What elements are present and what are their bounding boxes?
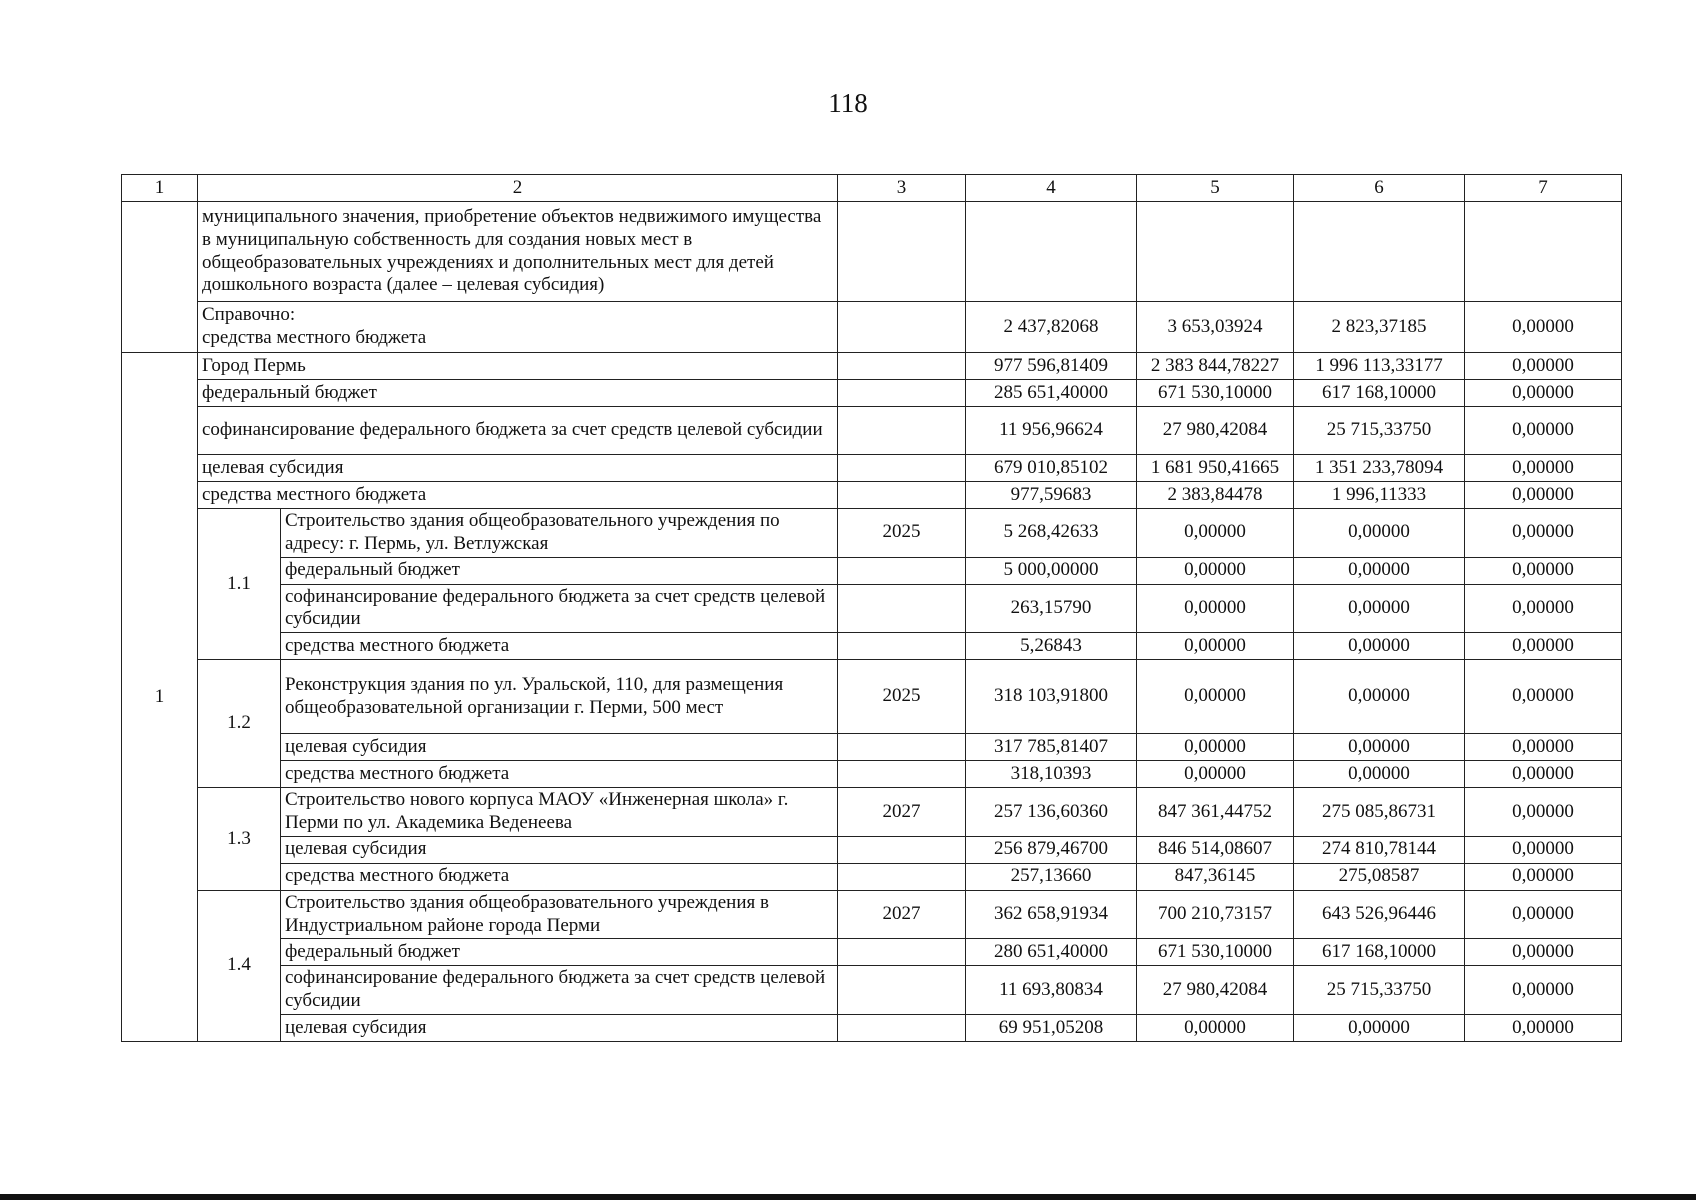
empty-cell bbox=[1465, 202, 1622, 302]
budget-table bbox=[121, 174, 1622, 1042]
amount-cell: 0,00000 bbox=[1465, 509, 1622, 558]
header-col-2: 2 bbox=[198, 175, 838, 202]
amount-cell: 27 980,42084 bbox=[1137, 407, 1294, 455]
table-row bbox=[122, 734, 1622, 761]
amount-cell: 25 715,33750 bbox=[1294, 407, 1465, 455]
year-cell bbox=[838, 407, 966, 455]
row-name: целевая субсидия bbox=[281, 1014, 838, 1041]
empty-cell bbox=[1137, 202, 1294, 302]
amount-cell: 0,00000 bbox=[1294, 509, 1465, 558]
row-name: средства местного бюджета bbox=[281, 633, 838, 660]
header-row bbox=[122, 175, 1622, 202]
amount-cell: 0,00000 bbox=[1465, 836, 1622, 863]
amount-cell: 0,00000 bbox=[1465, 890, 1622, 939]
amount-cell: 2 383,84478 bbox=[1137, 482, 1294, 509]
amount-cell: 257 136,60360 bbox=[966, 788, 1137, 837]
table-row bbox=[122, 455, 1622, 482]
amount-cell: 977,59683 bbox=[966, 482, 1137, 509]
header-col-4: 4 bbox=[966, 175, 1137, 202]
amount-cell: 0,00000 bbox=[1465, 407, 1622, 455]
table-row bbox=[122, 966, 1622, 1015]
amount-cell: 0,00000 bbox=[1465, 557, 1622, 584]
row-name: средства местного бюджета bbox=[198, 482, 838, 509]
table-row bbox=[122, 407, 1622, 455]
year-cell bbox=[838, 633, 966, 660]
page-number: 118 bbox=[828, 88, 868, 118]
table-row bbox=[122, 761, 1622, 788]
reference-value: 2 823,37185 bbox=[1294, 302, 1465, 353]
intro-row bbox=[122, 202, 1622, 302]
table-body bbox=[122, 202, 1622, 1042]
amount-cell: 0,00000 bbox=[1294, 1014, 1465, 1041]
row-name: средства местного бюджета bbox=[281, 863, 838, 890]
header-col-5: 5 bbox=[1137, 175, 1294, 202]
reference-row bbox=[122, 302, 1622, 353]
amount-cell: 317 785,81407 bbox=[966, 734, 1137, 761]
year-cell bbox=[838, 761, 966, 788]
table-row bbox=[122, 557, 1622, 584]
table-row bbox=[122, 836, 1622, 863]
amount-cell: 2 383 844,78227 bbox=[1137, 353, 1294, 380]
amount-cell: 275,08587 bbox=[1294, 863, 1465, 890]
amount-cell: 0,00000 bbox=[1465, 380, 1622, 407]
amount-cell: 0,00000 bbox=[1465, 966, 1622, 1015]
empty-cell bbox=[1294, 202, 1465, 302]
amount-cell: 0,00000 bbox=[1465, 455, 1622, 482]
empty-cell bbox=[838, 302, 966, 353]
amount-cell: 0,00000 bbox=[1465, 482, 1622, 509]
row-name: средства местного бюджета bbox=[281, 761, 838, 788]
year-cell bbox=[838, 1014, 966, 1041]
reference-cell bbox=[198, 302, 838, 353]
intro-text: муниципального значения, приобретение объектов недвижимого имущества в муниципальную собственность для создания новых мест в общеобразовательных учреждениях и дополнительных мест для детей дошкольного возраста (далее – целевая субсидия) bbox=[198, 202, 838, 302]
year-cell bbox=[838, 380, 966, 407]
table-row bbox=[122, 660, 1622, 734]
year-cell bbox=[838, 482, 966, 509]
table-row bbox=[122, 939, 1622, 966]
amount-cell: 617 168,10000 bbox=[1294, 380, 1465, 407]
amount-cell: 0,00000 bbox=[1465, 734, 1622, 761]
amount-cell: 643 526,96446 bbox=[1294, 890, 1465, 939]
amount-cell: 0,00000 bbox=[1465, 761, 1622, 788]
amount-cell: 0,00000 bbox=[1294, 734, 1465, 761]
amount-cell: 0,00000 bbox=[1137, 633, 1294, 660]
reference-value: 3 653,03924 bbox=[1137, 302, 1294, 353]
reference-value: 0,00000 bbox=[1465, 302, 1622, 353]
amount-cell: 0,00000 bbox=[1465, 660, 1622, 734]
amount-cell: 617 168,10000 bbox=[1294, 939, 1465, 966]
amount-cell: 285 651,40000 bbox=[966, 380, 1137, 407]
row-name: Строительство здания общеобразовательного учреждения в Индустриальном районе города Перми bbox=[281, 890, 838, 939]
amount-cell: 671 530,10000 bbox=[1137, 939, 1294, 966]
row-name: Город Пермь bbox=[198, 353, 838, 380]
amount-cell: 671 530,10000 bbox=[1137, 380, 1294, 407]
scan-edge bbox=[0, 1194, 1696, 1200]
amount-cell: 11 693,80834 bbox=[966, 966, 1137, 1015]
year-cell bbox=[838, 966, 966, 1015]
amount-cell: 0,00000 bbox=[1137, 584, 1294, 633]
amount-cell: 0,00000 bbox=[1465, 939, 1622, 966]
year-cell bbox=[838, 455, 966, 482]
empty-cell bbox=[966, 202, 1137, 302]
amount-cell: 0,00000 bbox=[1465, 584, 1622, 633]
amount-cell: 0,00000 bbox=[1465, 863, 1622, 890]
amount-cell: 0,00000 bbox=[1294, 761, 1465, 788]
amount-cell: 847 361,44752 bbox=[1137, 788, 1294, 837]
amount-cell: 274 810,78144 bbox=[1294, 836, 1465, 863]
amount-cell: 1 996 113,33177 bbox=[1294, 353, 1465, 380]
row-name: Строительство нового корпуса МАОУ «Инженерная школа» г. Перми по ул. Академика Веденеева bbox=[281, 788, 838, 837]
amount-cell: 0,00000 bbox=[1465, 788, 1622, 837]
amount-cell: 0,00000 bbox=[1137, 734, 1294, 761]
amount-cell: 0,00000 bbox=[1294, 660, 1465, 734]
header-col-1: 1 bbox=[122, 175, 198, 202]
intro-number-cell bbox=[122, 202, 198, 353]
amount-cell: 27 980,42084 bbox=[1137, 966, 1294, 1015]
year-cell bbox=[838, 557, 966, 584]
amount-cell: 0,00000 bbox=[1465, 633, 1622, 660]
subsection-number: 1.1 bbox=[198, 509, 281, 660]
amount-cell: 362 658,91934 bbox=[966, 890, 1137, 939]
year-cell bbox=[838, 734, 966, 761]
amount-cell: 0,00000 bbox=[1137, 509, 1294, 558]
amount-cell: 5 000,00000 bbox=[966, 557, 1137, 584]
amount-cell: 0,00000 bbox=[1137, 557, 1294, 584]
year-cell bbox=[838, 836, 966, 863]
amount-cell: 1 996,11333 bbox=[1294, 482, 1465, 509]
amount-cell: 700 210,73157 bbox=[1137, 890, 1294, 939]
row-name: целевая субсидия bbox=[198, 455, 838, 482]
amount-cell: 11 956,96624 bbox=[966, 407, 1137, 455]
amount-cell: 25 715,33750 bbox=[1294, 966, 1465, 1015]
row-name: федеральный бюджет bbox=[281, 939, 838, 966]
reference-label: Справочно: bbox=[202, 304, 296, 326]
table-row bbox=[122, 482, 1622, 509]
row-name: федеральный бюджет bbox=[198, 380, 838, 407]
year-cell: 2027 bbox=[838, 788, 966, 837]
amount-cell: 0,00000 bbox=[1137, 660, 1294, 734]
reference-name: средства местного бюджета bbox=[202, 327, 427, 348]
amount-cell: 977 596,81409 bbox=[966, 353, 1137, 380]
year-cell bbox=[838, 939, 966, 966]
row-name: целевая субсидия bbox=[281, 734, 838, 761]
table-row bbox=[122, 863, 1622, 890]
amount-cell: 275 085,86731 bbox=[1294, 788, 1465, 837]
year-cell bbox=[838, 863, 966, 890]
year-cell: 2027 bbox=[838, 890, 966, 939]
amount-cell: 5 268,42633 bbox=[966, 509, 1137, 558]
row-name: софинансирование федерального бюджета за счет средств целевой субсидии bbox=[281, 584, 838, 633]
year-cell: 2025 bbox=[838, 509, 966, 558]
row-name: Строительство здания общеобразовательного учреждения по адресу: г. Пермь, ул. Ветлужская bbox=[281, 509, 838, 558]
header-col-7: 7 bbox=[1465, 175, 1622, 202]
table-row bbox=[122, 1014, 1622, 1041]
year-cell bbox=[838, 584, 966, 633]
amount-cell: 846 514,08607 bbox=[1137, 836, 1294, 863]
table-row bbox=[122, 584, 1622, 633]
reference-value: 2 437,82068 bbox=[966, 302, 1137, 353]
subsection-number: 1.2 bbox=[198, 660, 281, 788]
year-cell bbox=[838, 353, 966, 380]
subsection-number: 1.4 bbox=[198, 890, 281, 1041]
amount-cell: 0,00000 bbox=[1137, 761, 1294, 788]
section-number: 1 bbox=[122, 353, 198, 1042]
table-row bbox=[122, 890, 1622, 939]
amount-cell: 280 651,40000 bbox=[966, 939, 1137, 966]
empty-cell bbox=[838, 202, 966, 302]
amount-cell: 0,00000 bbox=[1294, 557, 1465, 584]
amount-cell: 0,00000 bbox=[1294, 633, 1465, 660]
amount-cell: 0,00000 bbox=[1465, 1014, 1622, 1041]
amount-cell: 5,26843 bbox=[966, 633, 1137, 660]
table-row bbox=[122, 633, 1622, 660]
amount-cell: 0,00000 bbox=[1465, 353, 1622, 380]
row-name: софинансирование федерального бюджета за счет средств целевой субсидии bbox=[281, 966, 838, 1015]
amount-cell: 318,10393 bbox=[966, 761, 1137, 788]
table-row bbox=[122, 353, 1622, 380]
amount-cell: 1 351 233,78094 bbox=[1294, 455, 1465, 482]
table-row bbox=[122, 380, 1622, 407]
subsection-number: 1.3 bbox=[198, 788, 281, 891]
row-name: федеральный бюджет bbox=[281, 557, 838, 584]
amount-cell: 263,15790 bbox=[966, 584, 1137, 633]
row-name: софинансирование федерального бюджета за счет средств целевой субсидии bbox=[198, 407, 838, 455]
header-col-3: 3 bbox=[838, 175, 966, 202]
amount-cell: 256 879,46700 bbox=[966, 836, 1137, 863]
table-row bbox=[122, 509, 1622, 558]
amount-cell: 1 681 950,41665 bbox=[1137, 455, 1294, 482]
amount-cell: 69 951,05208 bbox=[966, 1014, 1137, 1041]
amount-cell: 257,13660 bbox=[966, 863, 1137, 890]
year-cell: 2025 bbox=[838, 660, 966, 734]
amount-cell: 0,00000 bbox=[1137, 1014, 1294, 1041]
amount-cell: 679 010,85102 bbox=[966, 455, 1137, 482]
amount-cell: 0,00000 bbox=[1294, 584, 1465, 633]
amount-cell: 847,36145 bbox=[1137, 863, 1294, 890]
row-name: Реконструкция здания по ул. Уральской, 110, для размещения общеобразовательной организации г. Перми, 500 мест bbox=[281, 660, 838, 734]
row-name: целевая субсидия bbox=[281, 836, 838, 863]
header-col-6: 6 bbox=[1294, 175, 1465, 202]
table-row bbox=[122, 788, 1622, 837]
amount-cell: 318 103,91800 bbox=[966, 660, 1137, 734]
